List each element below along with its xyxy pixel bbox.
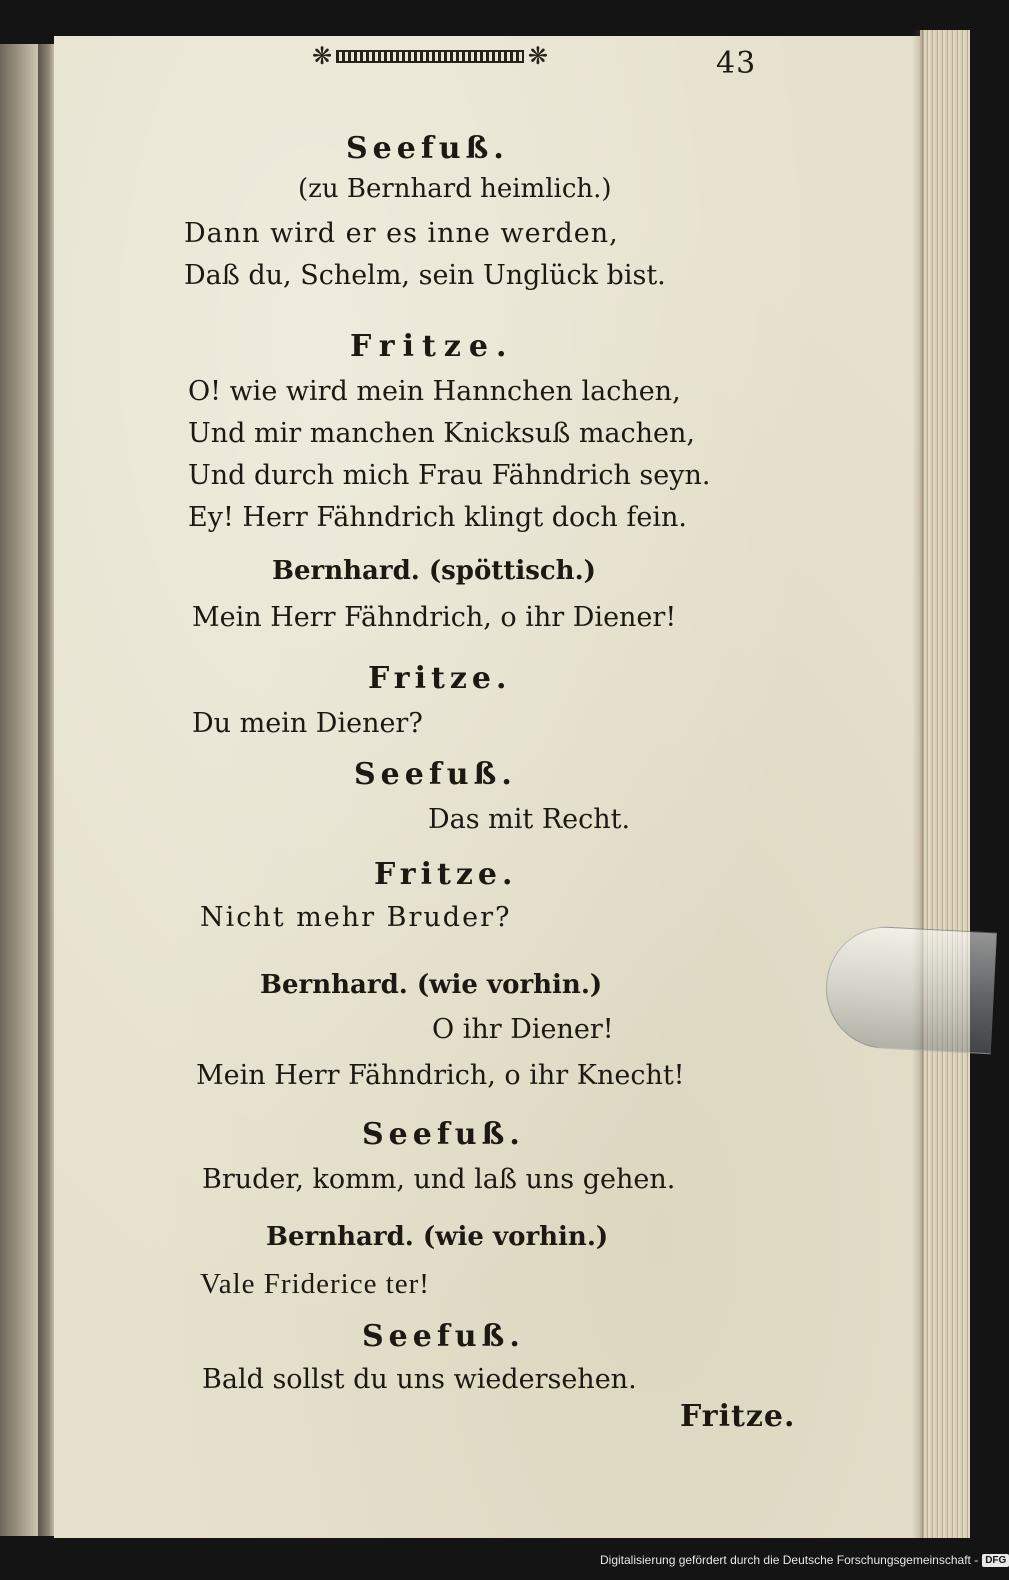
verse-line: Und durch mich Frau Fähndrich seyn. bbox=[188, 460, 711, 491]
speaker-heading: Fritze. bbox=[374, 857, 518, 892]
ornament-bar bbox=[336, 50, 524, 63]
digitization-footer bbox=[600, 1551, 1009, 1569]
speaker-heading: Seefuß. bbox=[362, 1117, 525, 1152]
verse-line: O! wie wird mein Hannchen lachen, bbox=[188, 376, 681, 407]
speaker-heading: Seefuß. bbox=[346, 131, 509, 166]
speaker-heading: Seefuß. bbox=[354, 757, 517, 792]
stage-direction: (zu Bernhard heimlich.) bbox=[298, 174, 612, 204]
page-number: 43 bbox=[716, 46, 757, 81]
flower-ornament-icon: ❋ bbox=[527, 42, 548, 70]
verse-line: O ihr Diener! bbox=[432, 1014, 614, 1045]
verse-line: Du mein Diener? bbox=[192, 708, 423, 739]
verse-line: Das mit Recht. bbox=[428, 804, 631, 835]
verse-line: Nicht mehr Bruder? bbox=[200, 902, 512, 933]
speaker-heading: Fritze. bbox=[350, 329, 515, 364]
header-ornament bbox=[312, 42, 548, 70]
flower-ornament-icon: ❋ bbox=[312, 42, 333, 70]
glass-page-weight bbox=[823, 924, 997, 1055]
verse-line: Und mir manchen Knicksuß machen, bbox=[188, 418, 695, 449]
verse-line: Bruder, komm, und laß uns gehen. bbox=[202, 1164, 676, 1195]
page-edge-shadow bbox=[912, 30, 924, 1538]
speaker-heading: Seefuß. bbox=[362, 1319, 525, 1354]
verse-line: Mein Herr Fähndrich, o ihr Knecht! bbox=[196, 1060, 685, 1091]
stage-direction: Bernhard. (wie vorhin.) bbox=[266, 1222, 609, 1252]
stage-direction: Bernhard. (spöttisch.) bbox=[272, 556, 596, 586]
verse-line: Ey! Herr Fähndrich klingt doch fein. bbox=[188, 502, 687, 533]
footer-text: Digitalisierung gefördert durch die Deutsche Forschungsgemeinschaft - bbox=[600, 1553, 979, 1567]
catchword: Fritze. bbox=[680, 1399, 796, 1434]
stage-direction: Bernhard. (wie vorhin.) bbox=[260, 970, 603, 1000]
verse-line: Mein Herr Fähndrich, o ihr Diener! bbox=[192, 602, 677, 633]
latin-verse-line: Vale Friderice ter! bbox=[200, 1268, 430, 1300]
speaker-heading: Fritze. bbox=[368, 661, 512, 696]
verse-line: Dann wird er es inne werden, bbox=[184, 218, 619, 249]
dfg-logo: DFG bbox=[982, 1554, 1009, 1567]
page-edges bbox=[920, 30, 970, 1538]
verse-line: Bald sollst du uns wiedersehen. bbox=[202, 1364, 637, 1395]
verse-line: Daß du, Schelm, sein Unglück bist. bbox=[184, 260, 666, 291]
